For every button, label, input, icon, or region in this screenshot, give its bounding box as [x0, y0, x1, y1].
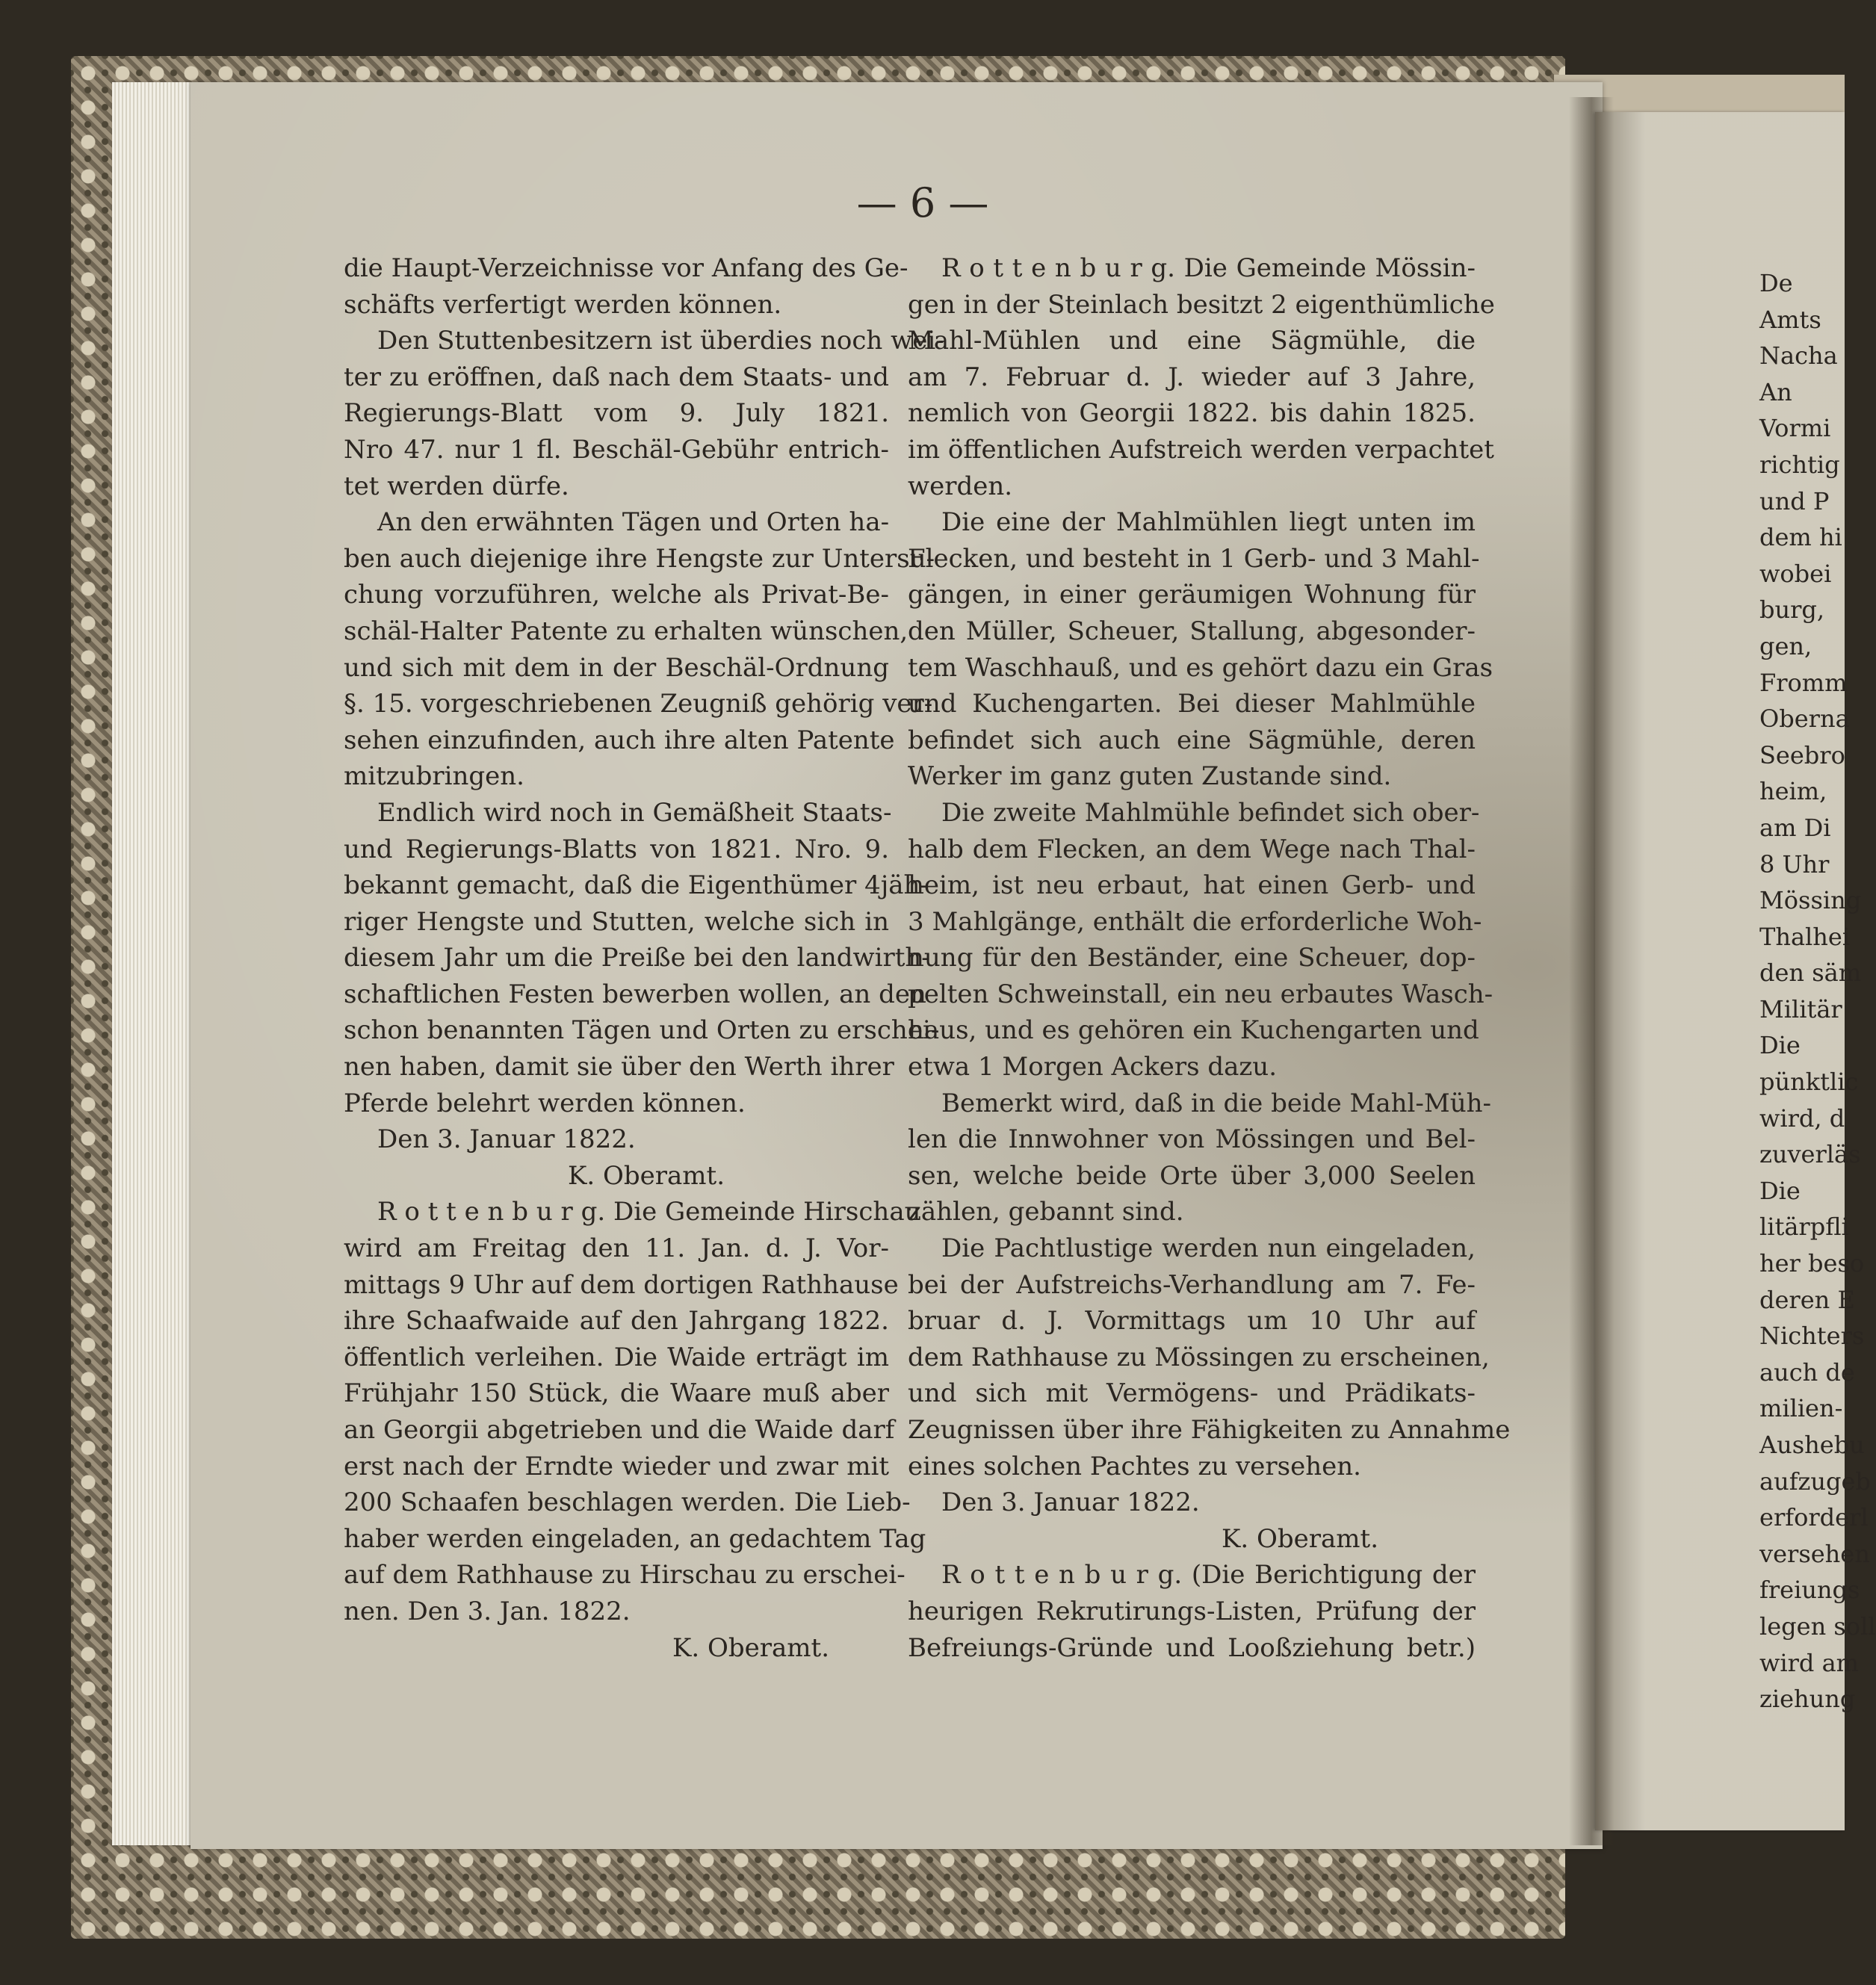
- text-line: Den 3. Januar 1822.: [377, 1124, 636, 1155]
- text-line: chung vorzuführen, welche als Privat-Be-: [344, 580, 889, 610]
- text-fragment: wird, d: [1759, 1103, 1845, 1133]
- text-line: nung für den Beständer, eine Scheuer, dop-: [908, 943, 1476, 973]
- text-fragment: Fromm: [1759, 668, 1848, 697]
- text-line: Zeugnissen über ihre Fähigkeiten zu Annahme: [908, 1415, 1511, 1445]
- text-line: sehen einzufinden, auch ihre alten Patente: [344, 725, 895, 755]
- text-fragment: aufzugeb: [1759, 1467, 1871, 1496]
- text-line: 200 Schaafen beschlagen werden. Die Lieb-: [344, 1487, 911, 1518]
- text-line: An den erwähnten Tägen und Orten ha-: [377, 507, 890, 538]
- text-line: und sich mit Vermögens- und Prädikats-: [908, 1378, 1476, 1409]
- text-line: tem Waschhauß, und es gehört dazu ein Gras: [908, 652, 1493, 683]
- text-line: schäfts verfertigt werden können.: [344, 289, 782, 320]
- text-line: §. 15. vorgeschriebenen Zeugniß gehörig ver-: [344, 689, 933, 719]
- text-line: bekannt gemacht, daß die Eigenthümer 4jäh-: [344, 870, 929, 901]
- text-fragment: auch de: [1759, 1357, 1855, 1387]
- text-line: an Georgii abgetrieben und die Waide darf: [344, 1415, 895, 1445]
- text-line: Pferde belehrt werden können.: [344, 1088, 746, 1118]
- text-fragment: pünktlic: [1759, 1068, 1859, 1097]
- text-line: etwa 1 Morgen Ackers dazu.: [908, 1052, 1278, 1083]
- text-fragment: Mössing: [1759, 886, 1862, 915]
- text-fragment: Amts: [1759, 305, 1821, 334]
- text-fragment: legen soll: [1759, 1611, 1876, 1641]
- text-line: Nro 47. nur 1 fl. Beschäl-Gebühr entrich-: [344, 434, 889, 465]
- text-fragment: 8 Uhr: [1759, 849, 1830, 879]
- text-line: K. Oberamt.: [1222, 1523, 1379, 1554]
- text-line: K. Oberamt.: [568, 1160, 725, 1191]
- page-stack-edges: [112, 82, 202, 1845]
- text-line: R o t t e n b u r g. Die Gemeinde Hirschau: [377, 1197, 921, 1227]
- text-fragment: wobei: [1759, 559, 1832, 588]
- text-fragment: wird am: [1759, 1648, 1859, 1677]
- text-line: bei der Aufstreichs-Verhandlung am 7. Fe-: [908, 1269, 1476, 1300]
- text-line: und sich mit dem in der Beschäl-Ordnung: [344, 652, 889, 683]
- text-fragment: De: [1759, 269, 1793, 297]
- text-line: len die Innwohner von Mössingen und Bel-: [908, 1124, 1476, 1155]
- text-line: R o t t e n b u r g. Die Gemeinde Mössin-: [941, 253, 1476, 283]
- text-fragment: gen,: [1759, 631, 1812, 660]
- text-line: bruar d. J. Vormittags um 10 Uhr auf: [908, 1306, 1476, 1337]
- text-line: R o t t e n b u r g. (Die Berichtigung der: [941, 1560, 1476, 1591]
- text-line: nemlich von Georgii 1822. bis dahin 1825.: [908, 398, 1476, 429]
- text-fragment: milien-: [1759, 1394, 1843, 1423]
- text-fragment: Nacha: [1759, 341, 1838, 371]
- text-fragment: burg,: [1759, 595, 1825, 625]
- text-line: Den Stuttenbesitzern ist überdies noch wei-: [377, 326, 944, 356]
- text-fragment: Vormi: [1759, 414, 1831, 443]
- text-line: Bemerkt wird, daß in die beide Mahl-Müh-: [941, 1088, 1491, 1118]
- text-line: erst nach der Erndte wieder und zwar mit: [344, 1451, 889, 1481]
- text-line: wird am Freitag den 11. Jan. d. J. Vor-: [344, 1233, 889, 1264]
- text-fragment: versehen: [1759, 1539, 1870, 1568]
- text-line: ter zu eröffnen, daß nach dem Staats- und: [344, 362, 889, 392]
- text-fragment: deren E: [1759, 1285, 1855, 1314]
- left-text-column: [344, 250, 944, 1666]
- text-fragment: freiungs: [1759, 1576, 1860, 1605]
- text-line: dem Rathhause zu Mössingen zu erscheinen,: [908, 1342, 1490, 1372]
- text-fragment: her beso: [1759, 1249, 1865, 1278]
- text-line: 3 Mahlgänge, enthält die erforderliche Woh-: [908, 906, 1482, 937]
- text-fragment: zuverläs: [1759, 1140, 1861, 1169]
- text-line: nen. Den 3. Jan. 1822.: [344, 1596, 631, 1626]
- text-line: Die eine der Mahlmühlen liegt unten im: [941, 507, 1476, 538]
- text-fragment: den säm: [1759, 959, 1862, 988]
- text-line: heim, ist neu erbaut, hat einen Gerb- und: [908, 870, 1476, 901]
- text-fragment: dem hi: [1759, 523, 1842, 552]
- text-line: auf dem Rathhause zu Hirschau zu erschei-: [344, 1560, 906, 1591]
- text-line: gen in der Steinlach besitzt 2 eigenthümliche: [908, 289, 1495, 320]
- text-line: Befreiungs-Gründe und Looßziehung betr.): [908, 1632, 1476, 1663]
- text-line: halb dem Flecken, an dem Wege nach Thal-: [908, 834, 1476, 864]
- text-line: zählen, gebannt sind.: [908, 1197, 1184, 1227]
- text-line: haber werden eingeladen, an gedachtem Tag: [344, 1523, 926, 1554]
- text-line: Endlich wird noch in Gemäßheit Staats-: [377, 797, 892, 828]
- text-fragment: Militär: [1759, 994, 1842, 1024]
- text-line: K. Oberamt.: [672, 1632, 830, 1663]
- text-line: pelten Schweinstall, ein neu erbautes Wasch-: [908, 979, 1493, 1009]
- text-line: mitzubringen.: [344, 761, 524, 792]
- text-line: nen haben, damit sie über den Werth ihrer: [344, 1052, 894, 1083]
- text-line: öffentlich verleihen. Die Waide erträgt im: [344, 1342, 889, 1372]
- text-line: sen, welche beide Orte über 3,000 Seelen: [908, 1160, 1476, 1191]
- text-line: im öffentlichen Aufstreich werden verpachtet: [908, 434, 1494, 465]
- text-line: und Regierungs-Blatts von 1821. Nro. 9.: [344, 834, 889, 864]
- text-line: tet werden dürfe.: [344, 471, 569, 501]
- right-text-column: [908, 250, 1511, 1666]
- text-line: schon benannten Tägen und Orten zu erschei-: [344, 1015, 940, 1046]
- text-fragment: ziehung: [1759, 1685, 1856, 1714]
- text-line: und Kuchengarten. Bei dieser Mahlmühle: [908, 689, 1476, 719]
- text-line: Die Pachtlustige werden nun eingeladen,: [941, 1233, 1476, 1264]
- text-fragment: Die: [1759, 1176, 1801, 1205]
- text-line: Frühjahr 150 Stück, die Waare muß aber: [344, 1378, 889, 1409]
- text-fragment: Nichters: [1759, 1322, 1865, 1351]
- text-fragment: Die: [1759, 1031, 1801, 1060]
- text-line: ihre Schaafwaide auf den Jahrgang 1822.: [344, 1306, 889, 1337]
- text-line: schaftlichen Festen bewerben wollen, an den: [344, 979, 926, 1009]
- text-fragment: Aushebu: [1759, 1431, 1865, 1459]
- text-line: werden.: [908, 471, 1013, 501]
- text-line: Werker im ganz guten Zustande sind.: [908, 761, 1392, 792]
- text-line: haus, und es gehören ein Kuchengarten und: [908, 1015, 1479, 1046]
- text-line: riger Hengste und Stutten, welche sich in: [344, 906, 889, 937]
- text-fragment: Seebro: [1759, 740, 1845, 769]
- text-line: befindet sich auch eine Sägmühle, deren: [908, 725, 1476, 755]
- text-line: heurigen Rekrutirungs-Listen, Prüfung der: [908, 1596, 1476, 1626]
- text-line: Flecken, und besteht in 1 Gerb- und 3 Mahl-: [908, 543, 1480, 574]
- text-line: Den 3. Januar 1822.: [941, 1487, 1200, 1518]
- text-line: Die zweite Mahlmühle befindet sich ober-: [941, 797, 1480, 828]
- text-fragment: An: [1759, 377, 1792, 406]
- text-fragment: und P: [1759, 486, 1830, 515]
- text-fragment: Oberna: [1759, 704, 1850, 734]
- text-line: die Haupt-Verzeichnisse vor Anfang des Ge-: [344, 253, 908, 283]
- text-line: Mahl-Mühlen und eine Sägmühle, die: [908, 326, 1476, 356]
- page-number: — 6 —: [856, 179, 989, 226]
- text-fragment: heim,: [1759, 777, 1827, 806]
- text-fragment: richtig: [1759, 450, 1840, 479]
- text-fragment: erforderl: [1759, 1503, 1869, 1532]
- text-fragment: am Di: [1759, 813, 1831, 842]
- text-line: diesem Jahr um die Preiße bei den landwirth-: [344, 943, 930, 973]
- text-line: eines solchen Pachtes zu versehen.: [908, 1451, 1361, 1481]
- text-line: gängen, in einer geräumigen Wohnung für: [908, 580, 1476, 610]
- text-line: schäl-Halter Patente zu erhalten wünschen,: [344, 616, 908, 646]
- text-line: am 7. Februar d. J. wieder auf 3 Jahre,: [908, 362, 1476, 392]
- text-line: ben auch diejenige ihre Hengste zur Untersu-: [344, 543, 935, 574]
- text-line: den Müller, Scheuer, Stallung, abgesonder-: [908, 616, 1476, 646]
- text-fragment: Thalhei: [1759, 922, 1851, 951]
- text-line: Regierungs-Blatt vom 9. July 1821.: [344, 398, 889, 429]
- gutter-shadow: [1569, 97, 1614, 1845]
- text-fragment: litärpfli: [1759, 1213, 1849, 1242]
- text-line: mittags 9 Uhr auf dem dortigen Rathhause: [344, 1269, 899, 1300]
- next-page-text-fragments: [1759, 265, 1876, 1718]
